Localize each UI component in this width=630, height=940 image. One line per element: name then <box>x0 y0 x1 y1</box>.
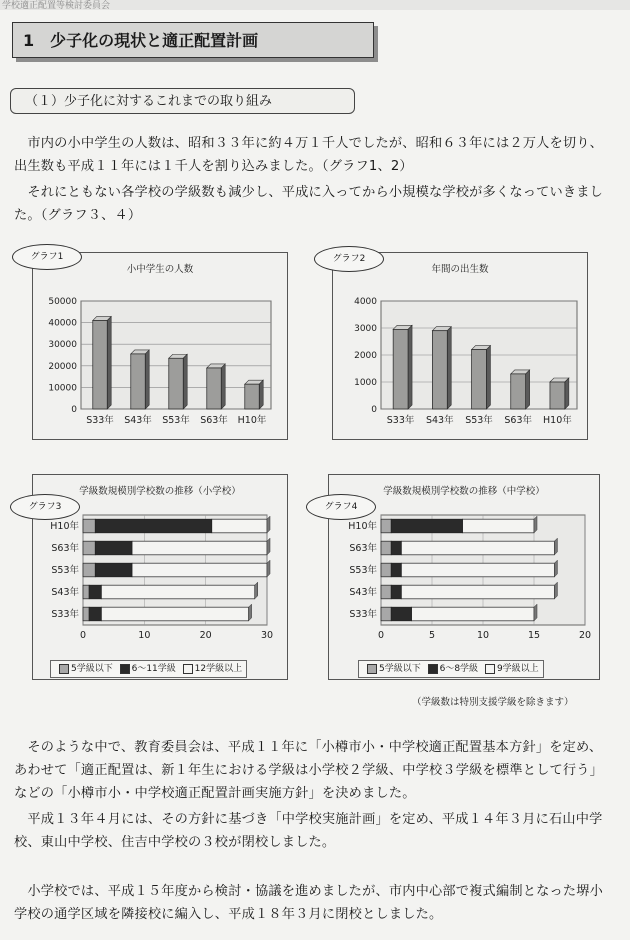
legend-label-2: 6〜11学級 <box>131 664 176 674</box>
bar-segment <box>412 607 534 621</box>
bar-segment <box>391 563 401 577</box>
chart-2-frame <box>332 252 588 440</box>
bar-segment <box>401 563 554 577</box>
bar <box>207 368 221 409</box>
bar-segment <box>391 541 401 555</box>
x-tick-label: S53年 <box>162 415 190 426</box>
x-tick-label: S63年 <box>200 415 228 426</box>
bar-side <box>221 364 225 409</box>
legend-swatch-1 <box>367 664 377 674</box>
bar-segment <box>212 519 267 533</box>
bar-segment <box>89 585 101 599</box>
y-tick-label: S43年 <box>51 587 79 598</box>
bar-side <box>259 380 263 409</box>
x-tick-label: 10 <box>476 630 490 641</box>
bar-side <box>565 378 569 409</box>
bar-side <box>526 370 530 409</box>
x-tick-label: S43年 <box>425 415 454 426</box>
chart-3-label: グラフ3 <box>10 494 80 520</box>
bar-segment <box>381 563 391 577</box>
bar <box>472 350 487 409</box>
x-tick-label: 0 <box>79 630 87 641</box>
header-strip: 学校適正配置等検討委員会 <box>0 0 630 10</box>
y-tick-label: 10000 <box>48 383 77 394</box>
bar <box>169 358 183 409</box>
bar-segment <box>391 585 401 599</box>
paragraph-3: そのような中で、教育委員会は、平成１１年に「小樽市小・中学校適正配置基本方針」を定め、あわせて「適正配置は、新１年生における学級は小学校２学級、中学校３学級を標準として行う」などの「小樽市小・中学校適正配置計画実施方針」を決めました。 <box>14 740 604 801</box>
x-tick-label: S53年 <box>465 415 493 426</box>
y-tick-label: 2000 <box>354 351 377 361</box>
bar-side <box>408 325 412 409</box>
section-title: 1 少子化の現状と適正配置計画 <box>12 22 374 58</box>
bar-segment <box>132 541 267 555</box>
y-tick-label: 4000 <box>354 297 377 307</box>
bar-side <box>447 327 451 409</box>
bar-side <box>183 354 187 409</box>
bar-segment <box>101 607 248 621</box>
y-tick-label: 30000 <box>48 340 77 351</box>
bar-side <box>486 346 490 409</box>
x-tick-label: H10年 <box>543 415 572 426</box>
y-tick-label: S53年 <box>349 565 377 576</box>
bar <box>131 354 145 409</box>
chart-note: （学級数は特別支援学級を除きます） <box>412 697 574 708</box>
chart-2-title: 年間の出生数 <box>431 264 489 275</box>
bar-segment <box>83 519 95 533</box>
bar-side <box>255 582 258 599</box>
bar-segment <box>391 519 462 533</box>
y-tick-label: 3000 <box>354 324 377 334</box>
bar-segment <box>95 563 132 577</box>
bar-segment <box>381 585 391 599</box>
chart-2-label: グラフ2 <box>314 246 384 272</box>
y-tick-label: S33年 <box>349 609 377 620</box>
x-tick-label: 10 <box>138 630 151 641</box>
legend-label-3: 9学級以上 <box>496 664 539 674</box>
bar-side <box>267 538 270 555</box>
chart-2-plot <box>333 253 587 439</box>
chart-3-legend <box>50 660 247 678</box>
bar-side <box>249 604 252 621</box>
bar-segment <box>401 541 554 555</box>
legend-label-1: 5学級以下 <box>71 664 113 674</box>
y-tick-label: 20000 <box>48 361 77 372</box>
x-tick-label: 5 <box>428 630 436 641</box>
y-tick-label: 0 <box>71 405 77 415</box>
bar-side <box>267 560 270 577</box>
bar-segment <box>463 519 534 533</box>
paragraph-2: それにともない各学校の学級数も減少し、平成に入ってから小規模な学校が多くなっていきました。（グラフ３、４） <box>14 185 604 223</box>
x-tick-label: S33年 <box>386 415 415 426</box>
x-tick-label: S33年 <box>86 415 114 426</box>
bar-segment <box>381 519 391 533</box>
bar <box>245 384 259 409</box>
chart-1-title: 小中学生の人数 <box>126 264 194 275</box>
x-tick-label: S63年 <box>504 415 533 426</box>
bar-side <box>145 350 149 409</box>
bar-segment <box>95 519 212 533</box>
legend-swatch-1 <box>59 664 69 674</box>
bar-segment <box>83 563 95 577</box>
x-tick-label: 30 <box>260 630 274 641</box>
bar-side <box>534 516 537 533</box>
legend-swatch-2 <box>120 664 130 674</box>
chart-3-title: 学級数規模別学校数の推移（小学校） <box>79 486 241 497</box>
y-tick-label: S33年 <box>51 609 79 620</box>
y-tick-label: S63年 <box>51 543 79 554</box>
y-tick-label: 0 <box>371 405 377 415</box>
bar-segment <box>83 541 95 555</box>
y-tick-label: H10年 <box>50 521 79 532</box>
bar-side <box>267 516 270 533</box>
paragraph-1: 市内の小中学生の人数は、昭和３３年に約４万１千人でしたが、昭和６３年には２万人を切り、出生数も平成１１年には１千人を割り込みました。（グラフ1、2） <box>14 136 604 174</box>
y-tick-label: S53年 <box>51 565 79 576</box>
x-tick-label: 15 <box>527 630 541 641</box>
bar-segment <box>132 563 267 577</box>
bar-segment <box>401 585 554 599</box>
chart-4-label: グラフ4 <box>306 494 376 520</box>
bar-side <box>554 582 557 599</box>
bar-segment <box>83 585 89 599</box>
subsection-title: （１）少子化に対するこれまでの取り組み <box>10 88 355 114</box>
bar-segment <box>83 607 89 621</box>
x-tick-label: 0 <box>377 630 385 641</box>
bar-segment <box>381 541 391 555</box>
chart-1-plot <box>33 253 287 439</box>
bar-segment <box>89 607 101 621</box>
paragraph-5: 小学校では、平成１５年度から検討・協議を進めましたが、市内中心部で複式編制となった堺小学校の通学区域を隣接校に編入し、平成１８年３月に閉校としました。 <box>14 884 604 922</box>
y-tick-label: S63年 <box>349 543 377 554</box>
chart-1-label: グラフ1 <box>12 244 82 270</box>
y-tick-label: H10年 <box>348 521 377 532</box>
x-tick-label: 20 <box>578 630 592 641</box>
bar <box>550 382 565 409</box>
bar-side <box>107 316 111 409</box>
bar-side <box>554 538 557 555</box>
bar-segment <box>391 607 411 621</box>
bar-segment <box>381 607 391 621</box>
bar-segment <box>95 541 132 555</box>
bar <box>393 329 408 409</box>
bar-side <box>534 604 537 621</box>
x-tick-label: S43年 <box>124 415 152 426</box>
y-tick-label: 50000 <box>48 297 77 307</box>
x-tick-label: H10年 <box>237 415 267 426</box>
bar <box>432 331 447 409</box>
legend-label-3: 12学級以上 <box>194 664 243 674</box>
y-tick-label: S43年 <box>349 587 377 598</box>
bar-side <box>554 560 557 577</box>
y-tick-label: 40000 <box>48 318 77 329</box>
legend-swatch-3 <box>183 664 193 674</box>
x-tick-label: 20 <box>199 630 212 641</box>
bar <box>511 374 526 409</box>
bar-segment <box>101 585 254 599</box>
chart-1-frame <box>32 252 288 440</box>
chart-4-legend <box>358 660 544 678</box>
legend-label-1: 5学級以下 <box>379 664 421 674</box>
legend-swatch-3 <box>485 664 495 674</box>
paragraph-4: 平成１３年４月には、その方針に基づき「中学校実施計画」を定め、平成１４年３月に石山中学校、東山中学校、住吉中学校の３校が閉校しました。 <box>14 812 603 850</box>
legend-label-2: 6〜8学級 <box>439 664 479 674</box>
chart-4-title: 学級数規模別学校数の推移（中学校） <box>383 486 545 497</box>
bar <box>93 320 107 409</box>
y-tick-label: 1000 <box>354 378 377 388</box>
legend-swatch-2 <box>428 664 438 674</box>
